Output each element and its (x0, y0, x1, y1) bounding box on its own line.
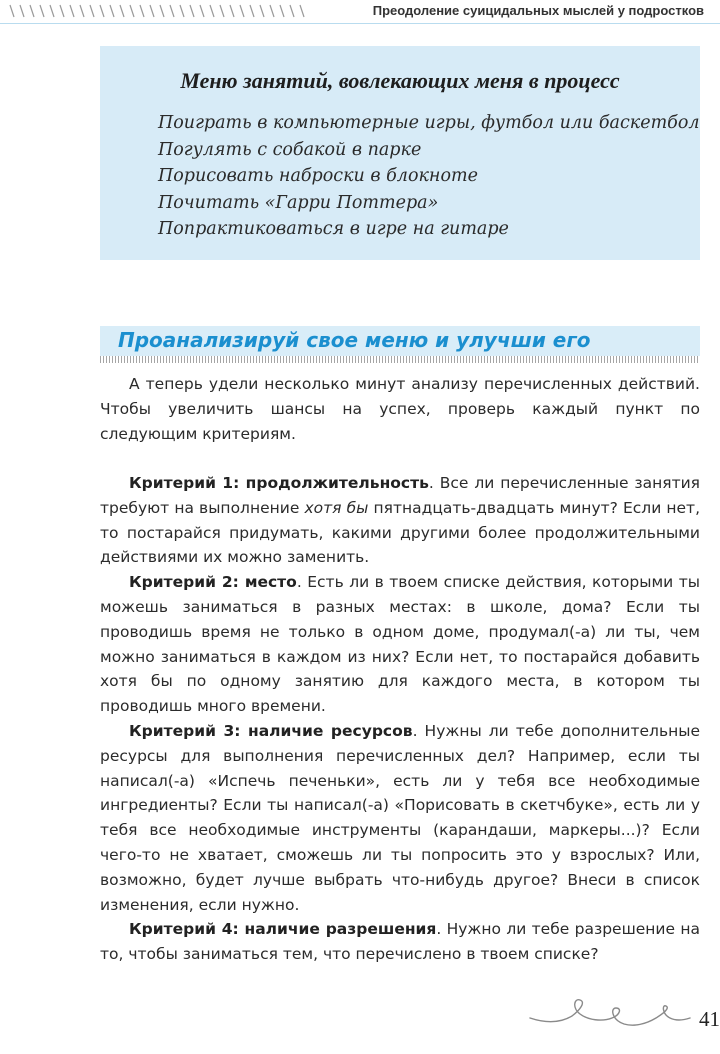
section-heading (100, 326, 700, 356)
header-hatch-decoration (8, 4, 308, 18)
criterion-text: . Нужны ли тебе дополнительные ресурсы для выполнения перечисленных дел? Например, если ты написал(-а) «Испечь печеньки», есть ли у тебя все необходимые ингредиенты? Если ты написал(-а) «Порисовать в скетчбуке», есть ли у тебя все необходимые инструменты (карандаши, маркеры...)? Если чего-то не хватает, сможешь ли ты попросить это у взрослых? Или, возможно, будет лучше выбрать что-нибудь другое? Внеси в список изменения, если нужно. (100, 721, 700, 914)
page-number: 41 (699, 1007, 720, 1031)
header-rule (0, 23, 720, 24)
criterion-label: Критерий 4: наличие разрешения (129, 920, 437, 939)
criterion-paragraph (100, 719, 700, 917)
criterion-paragraph (100, 570, 700, 719)
activity-menu-item: Почитать «Гарри Поттера» (158, 192, 439, 213)
criterion-label: Критерий 2: место (129, 573, 297, 592)
activity-menu-item: Погулять с собакой в парке (158, 139, 422, 160)
criterion-text: . Все ли перечисленные занятия требуют на выполнение (100, 474, 701, 517)
criteria-block (100, 471, 700, 967)
header-title: Преодоление суицидальных мыслей у подростков (372, 3, 704, 18)
criterion-label: Критерий 1: продолжительность (129, 474, 429, 492)
intro-block (100, 372, 700, 446)
running-header (0, 0, 720, 34)
criterion-paragraph (100, 917, 700, 967)
intro-paragraph: А теперь удели несколько минут анализу перечисленных действий. Чтобы увеличить шансы на успех, проверь каждый пункт по следующим критериям. (100, 375, 700, 443)
criterion-emphasis: хотя бы (304, 498, 369, 517)
activity-menu-box (100, 46, 700, 260)
activity-menu-list (158, 110, 700, 243)
criterion-paragraph (100, 471, 700, 570)
criterion-text: пятнадцать-двадцать минут? Если нет, то постарайся придумать, какими другими более продолжительными действиями их можно заменить. (100, 498, 701, 567)
section-heading-text: Проанализируй свое меню и улучши его (118, 328, 591, 352)
activity-menu-title: Меню занятий, вовлекающих меня в процесс (180, 68, 620, 93)
activity-menu-item: Поиграть в компьютерные игры, футбол или баскетбол (158, 113, 700, 133)
criterion-text: . Нужно ли тебе разрешение на то, чтобы заниматься тем, что перечислено в твоем списке? (100, 920, 700, 964)
criterion-label: Критерий 3: наличие ресурсов (129, 721, 413, 740)
section-dotted-rule (100, 356, 700, 363)
criterion-text: . Есть ли в твоем списке действия, которыми ты можешь заниматься в разных местах: в школе, дома? Если ты проводишь время не только в одном доме, продумал(-а) ли ты, чем можно заниматься в каждом из них? Если нет, то постарайся добавить хотя бы по одному занятию для каждого места, в котором ты проводишь много времени. (100, 573, 700, 716)
footer-swirl-decoration (528, 996, 692, 1036)
activity-menu-item: Попрактиковаться в игре на гитаре (158, 219, 509, 239)
activity-menu-item: Порисовать наброски в блокноте (158, 166, 478, 186)
